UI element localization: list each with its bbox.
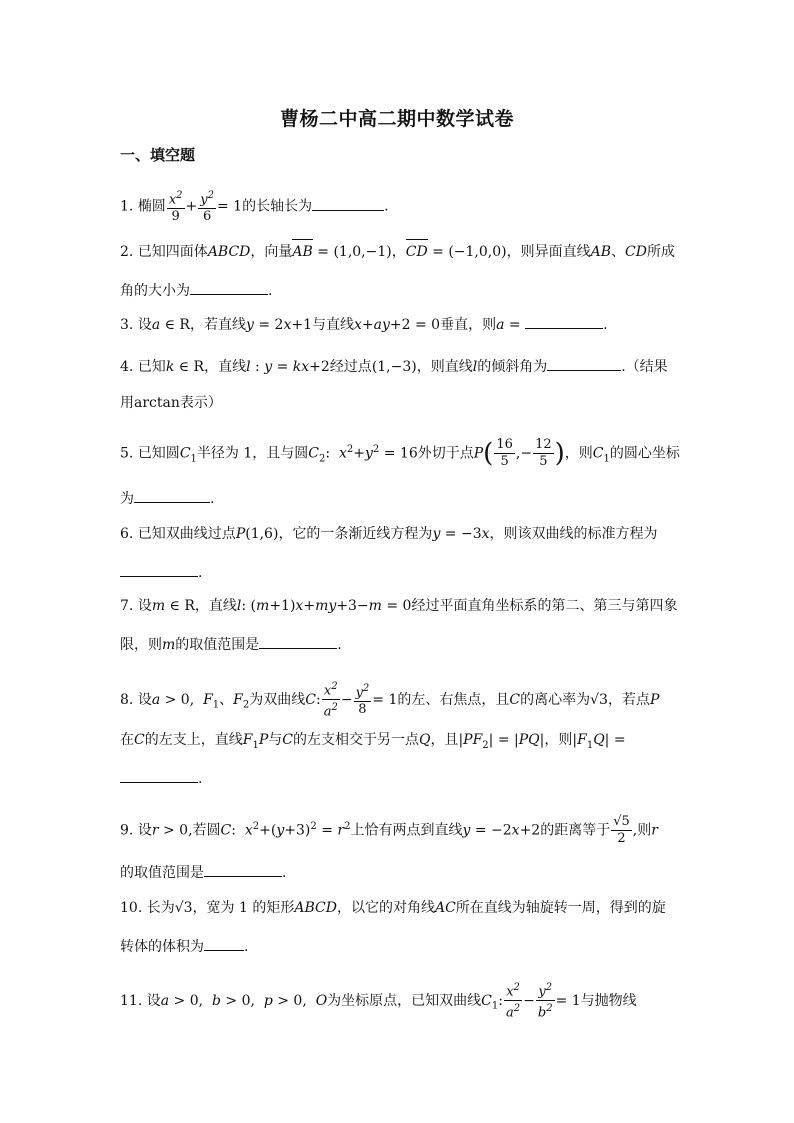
answer-blank[interactable] bbox=[525, 314, 603, 329]
question-4: 4. 已知k ∈ R，直线l : y = kx+2经过点(1,−3)，则直线l的倾斜角为 .（结果 bbox=[120, 356, 668, 377]
question-5-cont: 为 . bbox=[120, 488, 214, 509]
question-4-cont: 用arctan表示） bbox=[120, 395, 222, 411]
question-10: 10. 长为√3，宽为 1 的矩形ABCD，以它的对角线AC所在直线为轴旋转一周，得到的旋 bbox=[120, 900, 666, 916]
question-6-cont: . bbox=[120, 562, 202, 583]
question-3: 3. 设a ∈ R，若直线y = 2x+1与直线x+ay+2 = 0垂直，则a = . bbox=[120, 314, 608, 335]
question-10-cont: 转体的体积为 . bbox=[120, 936, 248, 957]
question-8-cont: 在C的左支上，直线$F_1P$与C的左支相交于另一点Q，且$|PF_2| = |PQ|$，则$|F_1Q|$ = bbox=[120, 732, 626, 751]
question-9: 9. 设r > 0,若圆C: $x^2+(y+3)^2 = r^2$上恰有两点到直线y = −2x+2的距离等于 $\frac{√5}{2}$ ,则r bbox=[120, 814, 658, 846]
question-5: 5. 已知圆$C_1$半径为 1，且与圆$C_2$: $x^2+y^2 = 16$外切于点P( $\frac{16}{5}$ ,− $\frac{12}{5}$ )，则$C_1$的圆心坐标 bbox=[120, 437, 680, 469]
question-11: 11. 设a > 0, b > 0, p > 0, O为坐标原点，已知双曲线$C_1$: $\frac{x^2}{a^2}$ − $\frac{y^2}{b^2}$ = 1与抛物线 bbox=[120, 982, 637, 1021]
answer-blank[interactable] bbox=[120, 768, 198, 783]
question-9-cont: 的取值范围是 . bbox=[120, 862, 286, 883]
answer-blank[interactable] bbox=[547, 356, 621, 371]
answer-blank[interactable] bbox=[312, 196, 384, 211]
question-8-cont2: . bbox=[120, 768, 202, 789]
section-heading: 一、填空题 bbox=[120, 146, 196, 164]
answer-blank[interactable] bbox=[204, 936, 244, 951]
page-title: 曹杨二中高二期中数学试卷 bbox=[279, 108, 514, 130]
answer-blank[interactable] bbox=[134, 488, 210, 503]
answer-blank[interactable] bbox=[120, 562, 198, 577]
question-7-cont: 限，则m的取值范围是 . bbox=[120, 634, 342, 655]
question-7: 7. 设m ∈ R，直线l: (m+1)x+my+3−m = 0经过平面直角坐标系的第二、第三与第四象 bbox=[120, 598, 678, 614]
question-6: 6. 已知双曲线过点P(1,6)，它的一条渐近线方程为y = −3x，则该双曲线的标准方程为 bbox=[120, 526, 658, 542]
answer-blank[interactable] bbox=[259, 634, 337, 649]
answer-blank[interactable] bbox=[204, 862, 282, 877]
question-2: 2. 已知四面体ABCD，向量AB = (1,0,−1)，CD = (−1,0,0)，则异面直线AB、CD所成 bbox=[120, 244, 675, 260]
answer-blank[interactable] bbox=[190, 280, 268, 295]
question-8: 8. 设a > 0, $F_1$、$F_2$为双曲线C: $\frac{x^2}{a^2}$ − $\frac{y^2}{8}$ = 1的左、右焦点，且C的离心率为√3，若点P bbox=[120, 681, 660, 720]
question-2-cont: 角的大小为 . bbox=[120, 280, 272, 301]
question-1: 1. 椭圆 $\frac{x^2}{9}$ + $\frac{y^2}{6}$ = 1的长轴长为 . bbox=[120, 190, 389, 225]
